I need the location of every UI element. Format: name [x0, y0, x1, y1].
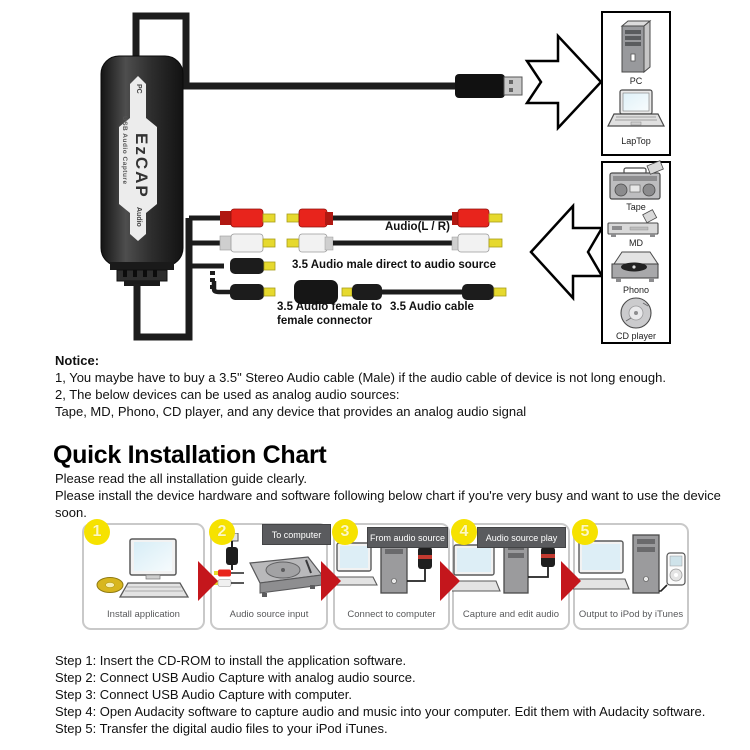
section-heading: Quick Installation Chart: [53, 441, 327, 469]
device-model-label: USB Audio Capture: [121, 116, 128, 185]
female-adapter-label-line2: female connector: [277, 315, 373, 327]
tape-label: Tape: [626, 202, 646, 212]
phono-label: Phono: [622, 285, 650, 295]
step-line-3: Step 3: Connect USB Audio Capture with computer.: [55, 687, 353, 702]
cd-player-icon: [621, 298, 651, 328]
female-adapter-label-line1: 3.5 Audio female to: [277, 301, 383, 313]
device-bottom-port-label: Audio: [135, 207, 142, 227]
rca-red-icon: [218, 570, 231, 577]
jack-plug-male-icon: [230, 258, 275, 274]
flow-arrow-icon: [321, 561, 341, 601]
intro-line-2: Please install the device hardware and software following below chart if you're very busy and want to use the device: [55, 488, 721, 503]
sources-box: [602, 161, 670, 343]
cd-player-label: CD player: [615, 331, 656, 341]
panel-caption-5: Output to iPod by iTunes: [578, 609, 684, 620]
flow-arrow-icon: [440, 561, 460, 601]
male-direct-label: 3.5 Audio male direct to audio source: [292, 259, 497, 271]
step-line-5: Step 5: Transfer the digital audio files to your iPod iTunes.: [55, 721, 388, 736]
step-line-2: Step 2: Connect USB Audio Capture with analog audio source.: [55, 670, 416, 685]
output-to-ipod-illustration: [573, 533, 689, 607]
arrow-right-icon: [527, 36, 601, 128]
capture-device-icon: [226, 547, 238, 565]
rca-plug-red-icon: [220, 209, 275, 227]
pc-tower-icon: [622, 21, 650, 72]
tag-to-computer: To computer: [262, 524, 331, 545]
jack-plug-male2-icon: [230, 284, 275, 300]
device-brand-label: EzCAP: [132, 133, 151, 199]
intro-line-1: Please read the all installation guide clearly.: [55, 471, 307, 486]
step-circle-2: 2: [209, 519, 235, 545]
notice-line-2: 2, The below devices can be used as analog audio sources:: [55, 387, 400, 402]
tag-from-audio-source: From audio source: [367, 527, 448, 548]
step-circle-1: 1: [84, 519, 110, 545]
keyboard-icon: [573, 579, 629, 589]
flow-arrow-icon: [561, 561, 581, 601]
intro-line-3: soon.: [55, 505, 87, 520]
panel-caption-3: Connect to computer: [347, 609, 436, 620]
notice-line-3: Tape, MD, Phono, CD player, and any device that provides an analog audio signal: [55, 404, 527, 419]
pc-label: PC: [629, 76, 643, 86]
step-circle-5: 5: [572, 519, 598, 545]
connection-diagram: [0, 0, 750, 350]
device-top-port-label: PC: [135, 84, 142, 94]
flow-arrow-icon: [198, 561, 218, 601]
usb-cable-to-computer: [136, 16, 522, 98]
panel-caption-2: Audio source input: [229, 609, 309, 620]
panel-caption-1: Install application: [107, 609, 180, 620]
audio-lr-label: Audio(L / R): [385, 221, 450, 233]
step-line-1: Step 1: Insert the CD-ROM to install the application software.: [55, 653, 407, 668]
arrow-left-icon: [531, 206, 602, 298]
rca-white-icon: [218, 580, 231, 587]
turntable-phono-icon: [612, 252, 658, 282]
step-line-4: Step 4: Open Audacity software to capture audio and music into your computer. Edit them with Audacity software.: [55, 704, 706, 719]
audio-cable-label: 3.5 Audio cable: [390, 301, 474, 313]
rca-plug-white-icon: [220, 234, 275, 252]
laptop-label: LapTop: [621, 136, 651, 146]
step-circle-3: 3: [332, 519, 358, 545]
usb-plug-icon: [455, 74, 505, 98]
notice-title: Notice:: [55, 353, 100, 368]
jack-audio-cable: [342, 284, 506, 300]
tag-audio-source-play: Audio source play: [477, 527, 566, 548]
step-circle-4: 4: [451, 519, 477, 545]
md-label: MD: [629, 238, 643, 248]
panel-caption-4: Capture and edit audio: [462, 609, 560, 620]
keyboard-icon: [120, 583, 188, 597]
notice-line-1: 1, You maybe have to buy a 3.5" Stereo Audio cable (Male) if the audio cable of device is not long enough.: [55, 370, 666, 385]
